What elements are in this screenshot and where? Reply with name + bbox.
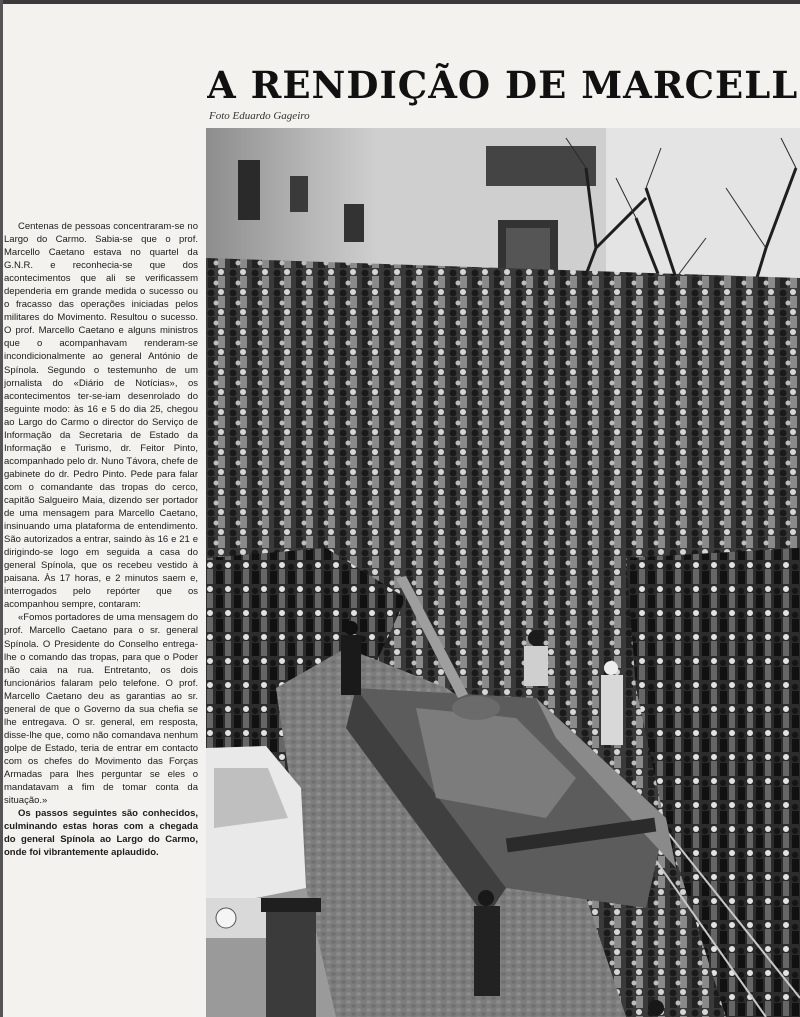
article-column — [4, 220, 198, 859]
article-headline: A RENDIÇÃO DE MARCELL — [207, 63, 799, 107]
article-paragraph: Os passos seguintes são conhecidos, culminando estas horas com a chegada do general Spínola ao Largo do Carmo, onde foi vibrantemente aplaudido. — [4, 808, 198, 859]
page-edge-left — [0, 0, 3, 1017]
article-paragraph: «Fomos portadores de uma mensagem do prof. Marcello Caetano para o sr. general Spínola. O Presidente do Conselho entrega-lhe o comando das tropas, para que o Poder não caia na rua. Entretanto, os dois funcionários falaram pelo telefone. O prof. Marcello Caetano deu as garantias ao sr. general de que o Governo da sua chefia se lhe entregava. O sr. general, em resposta, disse-lhe que, como não comandava nenhum golpe de Estado, teria de entrar em contacto com os chefes do Movimento das Forças Armadas para lhes perguntar se eles o mandatavam a fim de tomar conta da situação.» — [4, 612, 198, 807]
page-edge-top — [0, 0, 800, 4]
article-paragraph: Centenas de pessoas concentraram-se no Largo do Carmo. Sabia-se que o prof. Marcello Caetano estava no quartel da G.N.R. e reconhecia-se que dos acontecimentos que ali se verificassem dependeria em grande medida o sucesso ou o fracasso das operações iniciadas pelos militares do Movimento. Resultou o sucesso. O prof. Marcello Caetano e alguns ministros que o acompanhavam renderam-se incondicionalmente ao general António de Spínola. Segundo o testemunho de um jornalista do «Diário de Notícias», os acontecimentos ter-se-iam desenrolado do seguinte modo: às 16 e 5 do dia 25, chegou ao Largo do Carmo o director do Serviço de Informação da Secretaria de Estado da Informação e Turismo, dr. Feitor Pinto, acompanhado pelo dr. Nuno Távora, chefe de gabinete do dr. Pedro Pinto. Pede para falar com o comandante das tropas do cerco, capitão Salgueiro Maia, dizendo ser portador de uma mensagem para Marcello Caetano, insinuando uma plataforma de entendimento. São autorizados a entrar, saindo às 16 e 21 e dirigindo-se logo em seguida a casa do general Spínola, que os recebeu vestido à paisana. Às 17 horas, e 2 minutos saem e, interrogados pelo repórter que os acompanhou sempre, contaram: — [4, 221, 198, 611]
photo-credit: Foto Eduardo Gageiro — [209, 110, 310, 122]
news-photo-largo-do-carmo — [206, 128, 800, 1017]
